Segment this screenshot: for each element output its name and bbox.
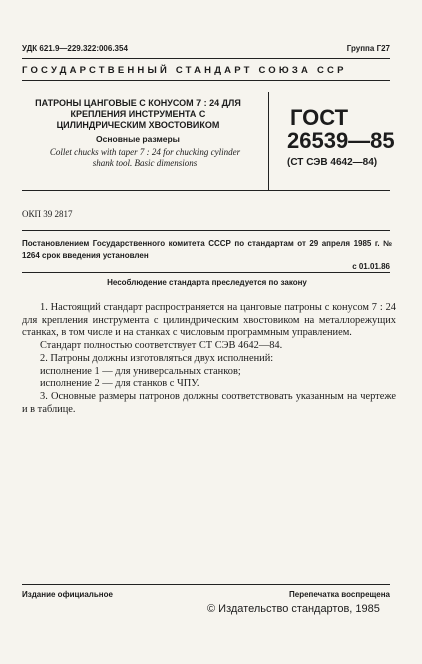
title-bottom-rule	[22, 190, 390, 191]
paragraph-3: 3. Основные размеры патронов должны соответствовать указанным на чертеже и в таблице.	[22, 390, 396, 415]
paragraph-version-2: исполнение 2 — для станков с ЧПУ.	[40, 378, 200, 390]
title-divider	[268, 92, 269, 190]
document-subtitle: Основные размеры	[96, 134, 180, 144]
udk-code: УДК 621.9—229.322:006.354	[22, 44, 128, 53]
gost-number: 26539—85	[287, 128, 395, 153]
okp-code: ОКП 39 2817	[22, 209, 73, 219]
decree-text: Постановлением Государственного комитета СССР по стандартам от 29 апреля 1985 г. № 1264 срок введения установлен	[22, 239, 392, 260]
document-title: ПАТРОНЫ ЦАНГОВЫЕ С КОНУСОМ 7 : 24 ДЛЯ КРЕПЛЕНИЯ ИНСТРУМЕНТА С ЦИЛИНДРИЧЕСКИМ ХВОСТОВИКОМ	[35, 98, 241, 130]
reprint-prohibited: Перепечатка воспрещена	[289, 590, 390, 599]
st-sev-reference: (СТ СЭВ 4642—84)	[287, 157, 378, 168]
copyright: © Издательство стандартов, 1985	[207, 603, 380, 615]
official-edition: Издание официальное	[22, 590, 113, 599]
decree-rule	[22, 230, 390, 231]
footer-rule	[22, 584, 390, 585]
decree-bottom-rule	[22, 272, 390, 273]
group-label: Группа Г27	[346, 44, 390, 53]
effective-date: с 01.01.86	[352, 262, 390, 271]
heading-rule	[22, 80, 390, 81]
top-rule	[22, 58, 390, 59]
paragraph-sev: Стандарт полностью соответствует СТ СЭВ 4642—84.	[40, 340, 283, 352]
gost-label: ГОСТ	[290, 105, 349, 130]
document-title-english: Collet chucks with taper 7 : 24 for chucking cylinder shank tool. Basic dimensions	[49, 147, 241, 168]
prohibition-notice: Несоблюдение стандарта преследуется по закону	[107, 278, 307, 287]
state-standard-heading: ГОСУДАРСТВЕННЫЙ СТАНДАРТ СОЮЗА ССР	[22, 65, 347, 76]
paragraph-version-1: исполнение 1 — для универсальных станков;	[40, 365, 241, 377]
paragraph-1: 1. Настоящий стандарт распространяется на цанговые патроны с конусом 7 : 24 для крепления инструмента с цилиндрическим хвостовиком на металлорежущих станках, в том числе и на станках с числовым программным управлением.	[22, 302, 396, 339]
paragraph-2: 2. Патроны должны изготовляться двух исполнений:	[40, 352, 274, 364]
body-text	[22, 302, 396, 416]
